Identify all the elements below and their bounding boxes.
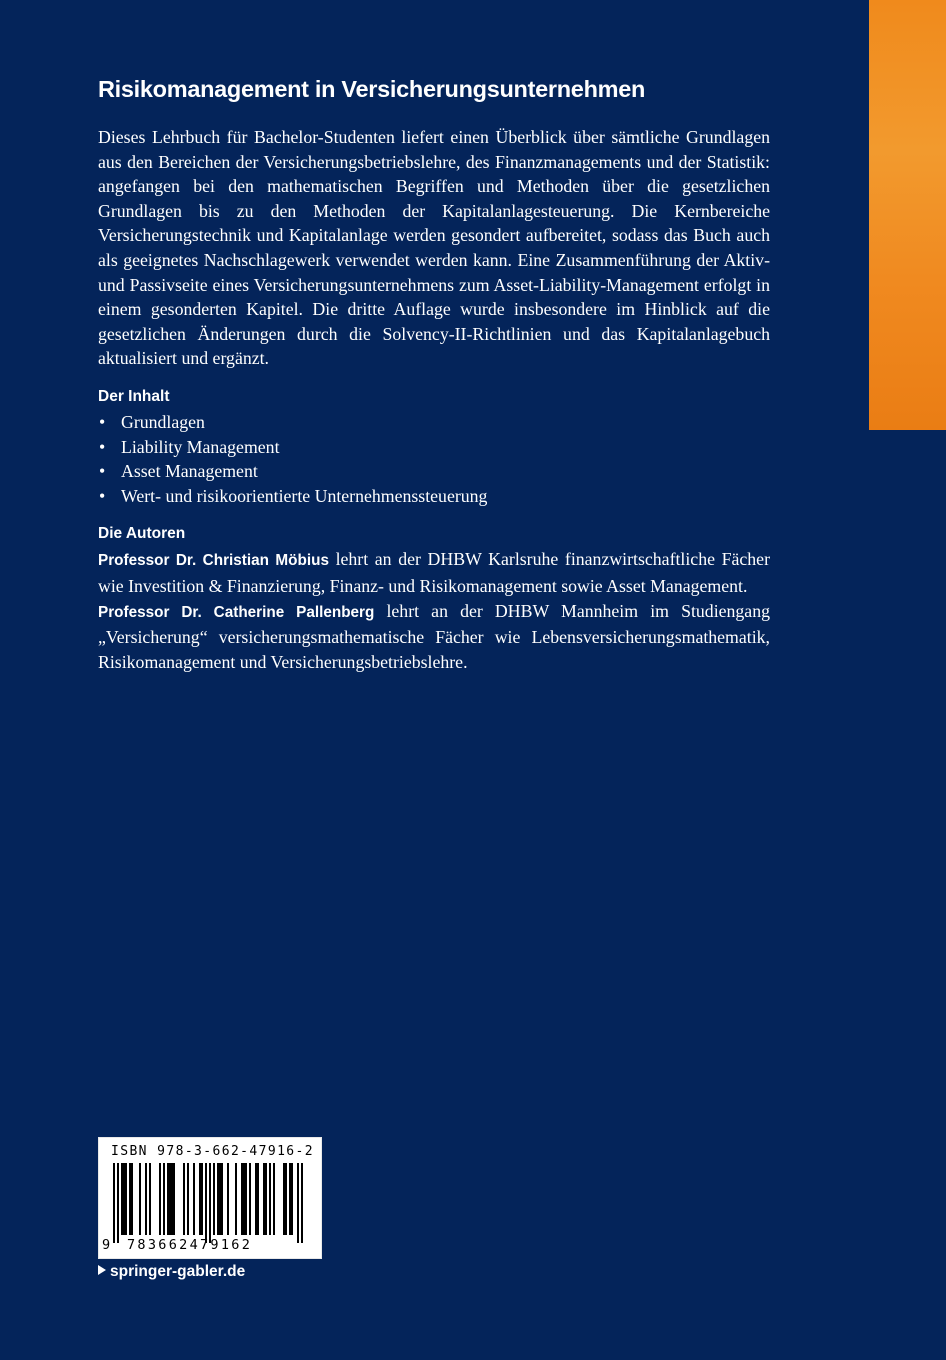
barcode-bar: [249, 1163, 251, 1235]
barcode-bar: [227, 1163, 229, 1235]
barcode-bar: [209, 1163, 211, 1243]
barcode-bar: [213, 1163, 215, 1235]
barcode-bar: [205, 1163, 207, 1243]
bullet-icon: •: [99, 436, 106, 457]
orange-accent-strip: [869, 0, 946, 430]
barcode-bar: [269, 1163, 271, 1235]
barcode-bar: [219, 1163, 221, 1235]
barcode-bar: [221, 1163, 223, 1235]
list-item: • Grundlagen: [98, 410, 770, 435]
barcode-bar: [173, 1163, 175, 1235]
website-label: springer-gabler.de: [110, 1263, 246, 1280]
bullet-icon: •: [99, 461, 106, 482]
isbn-barcode-box: [98, 1137, 322, 1259]
list-item: • Liability Management: [98, 435, 770, 460]
barcode-bar: [167, 1163, 169, 1235]
contents-list: [98, 410, 770, 508]
barcode-bar: [117, 1163, 119, 1243]
barcode-bar: [125, 1163, 127, 1235]
barcode-bar: [171, 1163, 173, 1235]
bullet-icon: •: [99, 485, 106, 506]
author-bio: [98, 547, 770, 598]
barcode-bar: [183, 1163, 185, 1235]
author-name: Professor Dr. Catherine Pallenberg: [98, 603, 375, 621]
barcode-bar: [255, 1163, 257, 1235]
author-description: lehrt an der DHBW Karlsruhe finanzwirtschaftliche Fächer wie Investition & Finanzierung, Finanz- und Risikomanagement sowie Asset Management.: [98, 549, 770, 596]
barcode-bar: [235, 1163, 237, 1235]
list-item: • Asset Management: [98, 459, 770, 484]
barcode-bar: [243, 1163, 245, 1235]
barcode-bar: [273, 1163, 275, 1235]
barcode-bar: [149, 1163, 151, 1235]
barcode-bar: [257, 1163, 259, 1235]
barcode-bar: [113, 1163, 115, 1243]
book-description: Dieses Lehrbuch für Bachelor-Studenten liefert einen Überblick über sämtliche Grundlagen aus den Bereichen der Versicherungsbetriebslehre, des Finanzmanagements und der Statistik: angefangen bei den mathematischen Begriffen und Methoden über die gesetzlichen Grundlagen bis zu den Methoden der Kapitalanlagesteuerung. Die Kernbereiche Versicherungstechnik und Kapitalanlage werden gesondert aufbereitet, sodass das Buch auch als geeignetes Nachschlagewerk verwendet werden kann. Eine Zusammenführung der Aktiv- und Passivseite eines Versicherungsunternehmens zum Asset-Liability-Management erfolgt in einem gesonderten Kapitel. Die dritte Auflage wurde insbesondere im Hinblick auf die gesetzlichen Änderungen durch die Solvency-II-Richtlinien und das Kapitalanlagebuch aktualisiert und ergänzt.: [98, 127, 770, 369]
barcode-bar: [145, 1163, 147, 1235]
barcode-bar: [297, 1163, 299, 1243]
author-bio: [98, 599, 770, 675]
barcode-bar: [265, 1163, 267, 1235]
barcode-bar: [199, 1163, 201, 1235]
publisher-website-link[interactable]: [98, 1263, 245, 1281]
arrow-right-icon: [98, 1265, 106, 1275]
back-cover-text: [98, 74, 770, 674]
barcode-bar: [301, 1163, 303, 1243]
barcode-bar: [217, 1163, 219, 1235]
barcode-bar: [139, 1163, 141, 1235]
barcode-bar: [263, 1163, 265, 1235]
book-title: Risikomanagement in Versicherungsunternehmen: [98, 76, 646, 102]
barcode-bar: [159, 1163, 161, 1235]
author-name: Professor Dr. Christian Möbius: [98, 552, 329, 570]
barcode-bar: [285, 1163, 287, 1235]
barcode-bar: [169, 1163, 171, 1235]
ean-first-digit: 9: [102, 1237, 111, 1253]
barcode-bar: [241, 1163, 243, 1235]
bullet-icon: •: [99, 411, 106, 432]
barcode-bar: [121, 1163, 123, 1235]
barcode-bar: [291, 1163, 293, 1235]
barcode-bar: [123, 1163, 125, 1235]
isbn-label: ISBN 978-3-662-47916-2: [111, 1144, 314, 1159]
contents-heading: Der Inhalt: [98, 387, 170, 405]
barcode-bar: [201, 1163, 203, 1235]
barcode-bar: [131, 1163, 133, 1235]
ean-digits: 783662479162: [127, 1237, 253, 1253]
author-description: lehrt an der DHBW Mannheim im Studiengang „Versicherung“ versicherungsmathematische Fächer wie Lebensversicherungsmathematik, Risikomanagement und Versicherungsbetriebslehre.: [98, 600, 770, 672]
barcode-bar: [289, 1163, 291, 1235]
list-item: • Wert- und risikoorientierte Unternehmenssteuerung: [98, 484, 770, 509]
barcode-bar: [245, 1163, 247, 1235]
barcode-bar: [283, 1163, 285, 1235]
barcode-bar: [163, 1163, 165, 1235]
barcode-bar: [193, 1163, 195, 1235]
authors-heading: Die Autoren: [98, 525, 186, 543]
barcode-bar: [129, 1163, 131, 1235]
barcode-bar: [187, 1163, 189, 1235]
